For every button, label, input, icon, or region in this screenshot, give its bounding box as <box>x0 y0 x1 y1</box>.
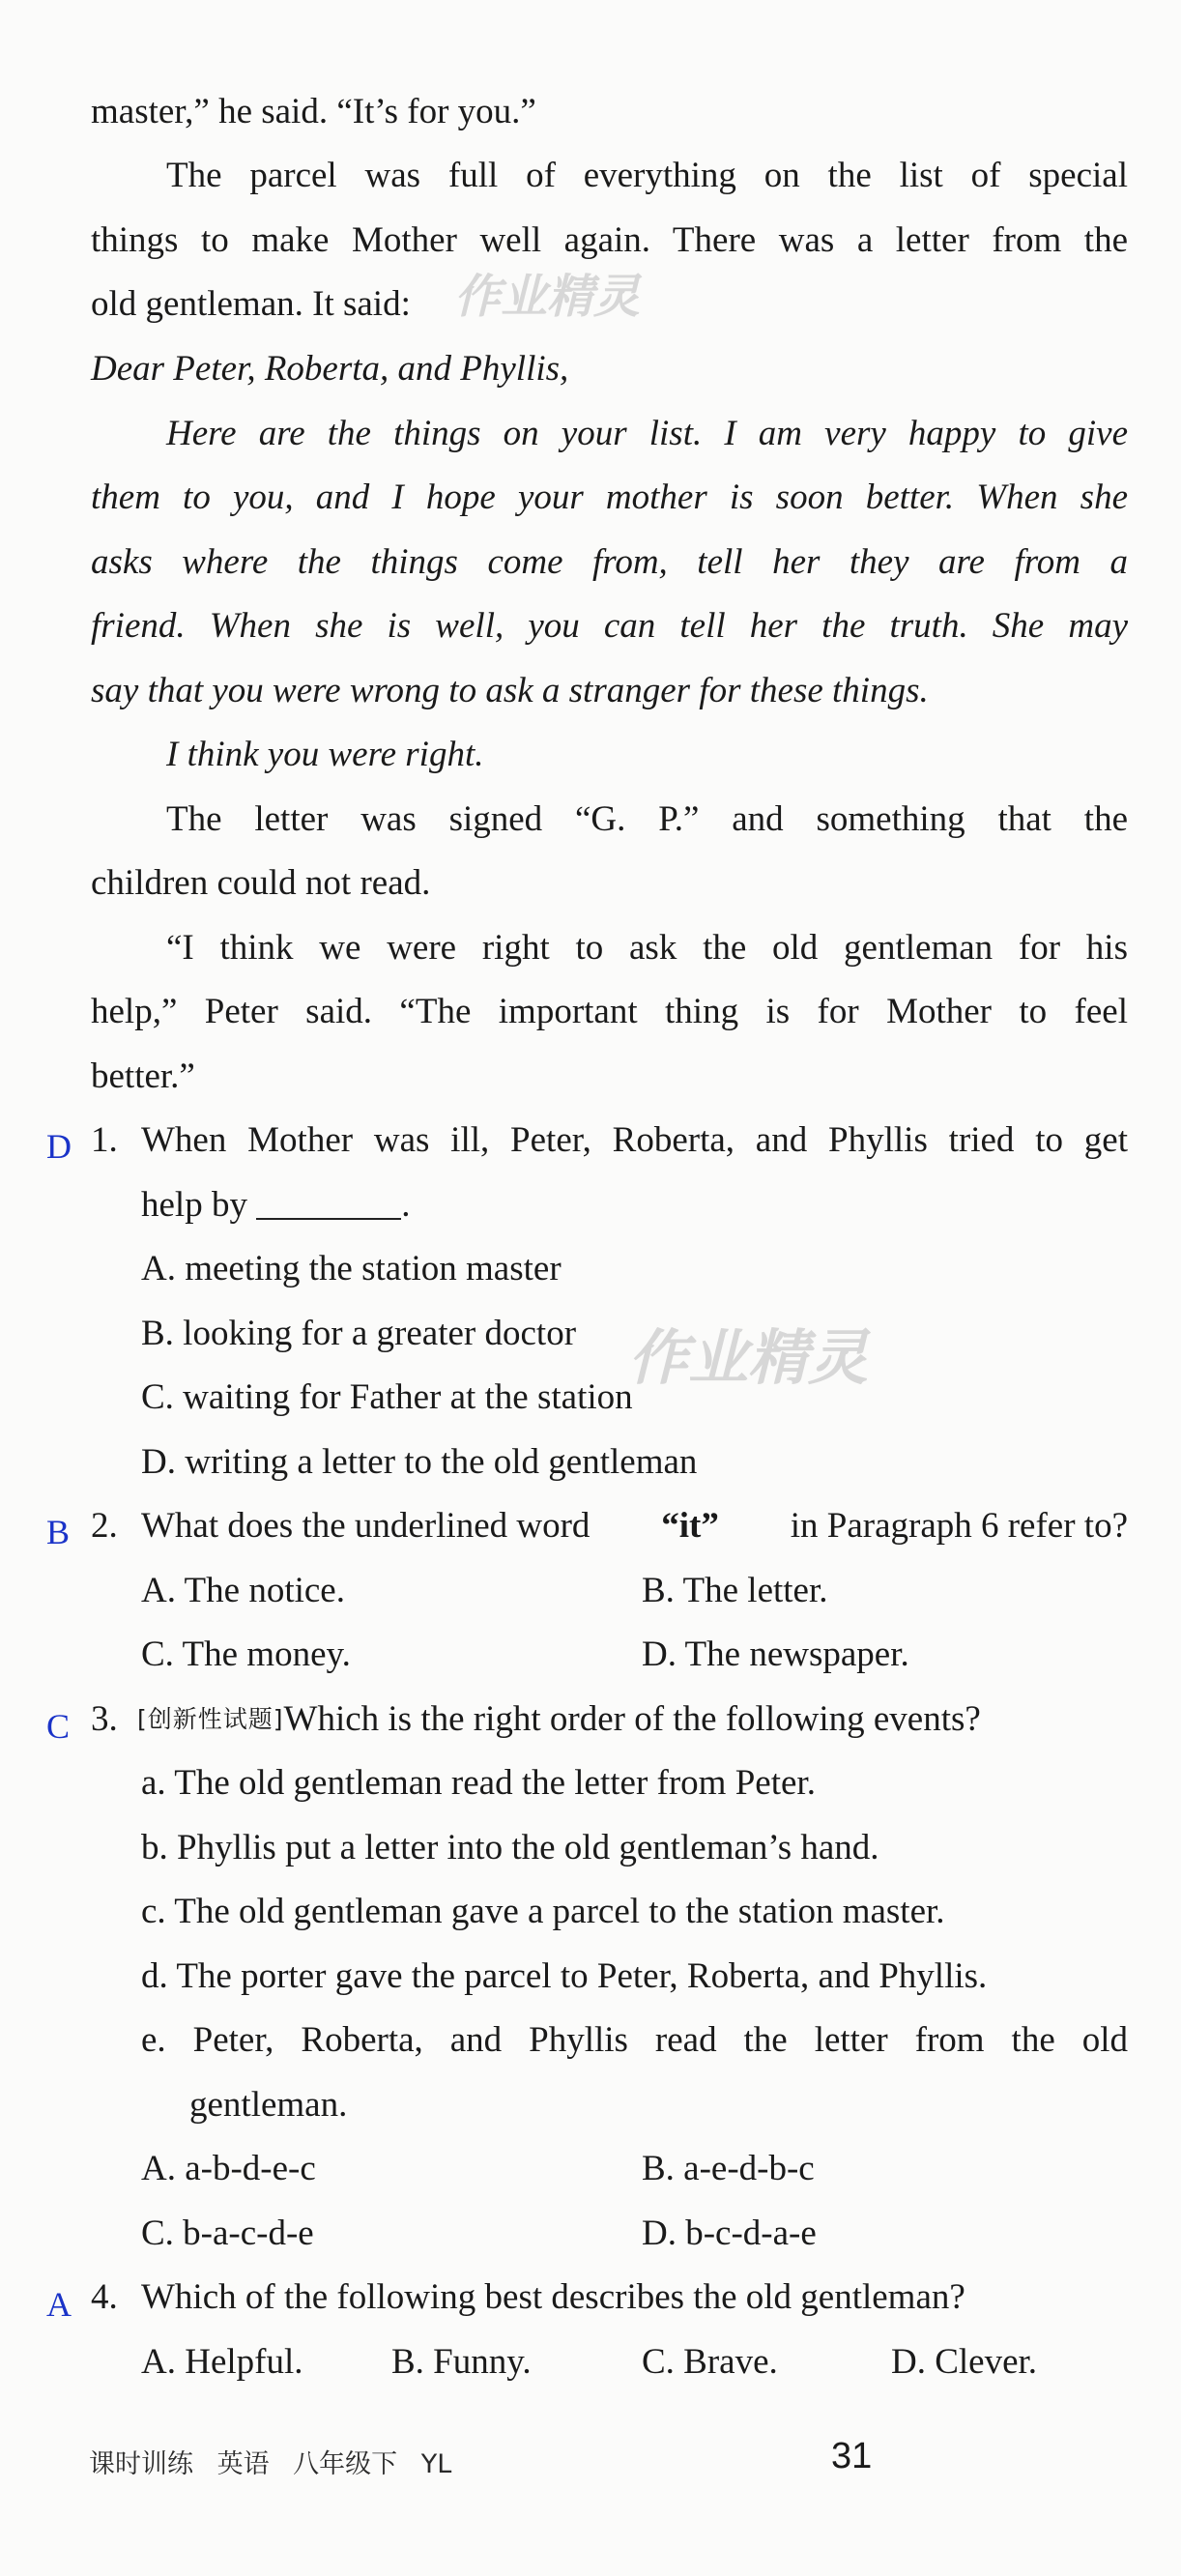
q4-option-c: C. Brave. <box>642 2342 778 2382</box>
q2-option-b: B. The letter. <box>642 1571 828 1610</box>
passage-line: better.” <box>91 1056 195 1096</box>
q4-option-a: A. Helpful. <box>141 2342 303 2382</box>
q4-stem: Which of the following best describes the old gentleman? <box>141 2277 965 2317</box>
q3-option-d: D. b-c-d-a-e <box>642 2214 817 2253</box>
q3-event-c: c. The old gentleman gave a parcel to the station master. <box>141 1892 945 1931</box>
q4-option-d: D. Clever. <box>891 2342 1038 2382</box>
q2-stem-post: in Paragraph 6 refer to? <box>790 1506 1128 1546</box>
passage-line: The letter was signed “G. P.” and something that the <box>166 799 1128 839</box>
q2-stem-pre: What does the underlined word <box>141 1506 590 1546</box>
q3-number: 3. <box>91 1699 118 1739</box>
passage-line: “I think we were right to ask the old gentleman for his <box>166 928 1128 968</box>
watermark: 作业精灵 <box>454 270 641 324</box>
letter-line: friend. When she is well, you can tell her the truth. She may <box>91 606 1128 646</box>
q4-answer-mark: A <box>46 2285 72 2324</box>
q3-tag: [创新性试题] <box>137 1705 284 1733</box>
q2-answer-mark: B <box>46 1513 71 1551</box>
q4-number: 4. <box>91 2277 118 2317</box>
letter-salutation: Dear Peter, Roberta, and Phyllis, <box>91 349 569 389</box>
q1-option-d: D. writing a letter to the old gentleman <box>141 1442 698 1482</box>
letter-closing: I think you were right. <box>166 735 484 774</box>
q3-option-b: B. a-e-d-b-c <box>642 2149 815 2188</box>
q2-option-a: A. The notice. <box>141 1571 345 1610</box>
q1-option-b: B. looking for a greater doctor <box>141 1314 577 1353</box>
passage-line: help,” Peter said. “The important thing is for Mother to feel <box>91 992 1128 1031</box>
letter-line: Here are the things on your list. I am very happy to give <box>166 414 1128 453</box>
q3-stem-line <box>137 1696 981 1743</box>
page-footer: 课时训练 英语 八年级下 YL <box>89 2449 452 2479</box>
q2-underlined-word: “it” <box>661 1506 719 1546</box>
letter-line: asks where the things come from, tell her they are from a <box>91 542 1128 582</box>
q1-stem-end: . <box>401 1185 411 1225</box>
q1-stem-cont <box>141 1182 410 1229</box>
q1-stem-text: help by <box>141 1185 247 1225</box>
q3-option-c: C. b-a-c-d-e <box>141 2214 314 2253</box>
q1-blank <box>256 1189 401 1220</box>
q3-event-e-cont: gentleman. <box>189 2085 348 2125</box>
q3-answer-mark: C <box>46 1707 71 1746</box>
q1-number: 1. <box>91 1120 118 1160</box>
q1-option-a: A. meeting the station master <box>141 1249 562 1288</box>
passage-line: master,” he said. “It’s for you.” <box>91 92 536 131</box>
q1-option-c: C. waiting for Father at the station <box>141 1377 633 1417</box>
page-number: 31 <box>831 2436 873 2476</box>
q3-event-b: b. Phyllis put a letter into the old gentleman’s hand. <box>141 1828 879 1867</box>
q1-stem: When Mother was ill, Peter, Roberta, and Phyllis tried to get <box>141 1120 1128 1160</box>
q4-option-b: B. Funny. <box>391 2342 532 2382</box>
q3-event-a: a. The old gentleman read the letter from Peter. <box>141 1763 816 1803</box>
q1-answer-mark: D <box>46 1127 72 1166</box>
passage-line: things to make Mother well again. There was a letter from the <box>91 220 1128 260</box>
q2-stem <box>141 1503 1128 1549</box>
q3-event-e: e. Peter, Roberta, and Phyllis read the letter from the old <box>141 2020 1128 2060</box>
q3-option-a: A. a-b-d-e-c <box>141 2149 316 2188</box>
q2-number: 2. <box>91 1506 118 1546</box>
letter-line: say that you were wrong to ask a stranger for these things. <box>91 671 929 710</box>
letter-line: them to you, and I hope your mother is soon better. When she <box>91 478 1128 517</box>
q2-option-d: D. The newspaper. <box>642 1635 909 1674</box>
passage-line: old gentleman. It said: <box>91 284 411 324</box>
watermark: 作业精灵 <box>628 1322 869 1393</box>
q3-event-d: d. The porter gave the parcel to Peter, Roberta, and Phyllis. <box>141 1956 988 1996</box>
q2-option-c: C. The money. <box>141 1635 351 1674</box>
passage-line: The parcel was full of everything on the list of special <box>166 156 1128 195</box>
passage-line: children could not read. <box>91 863 431 903</box>
q3-stem: Which is the right order of the following events? <box>283 1699 981 1739</box>
